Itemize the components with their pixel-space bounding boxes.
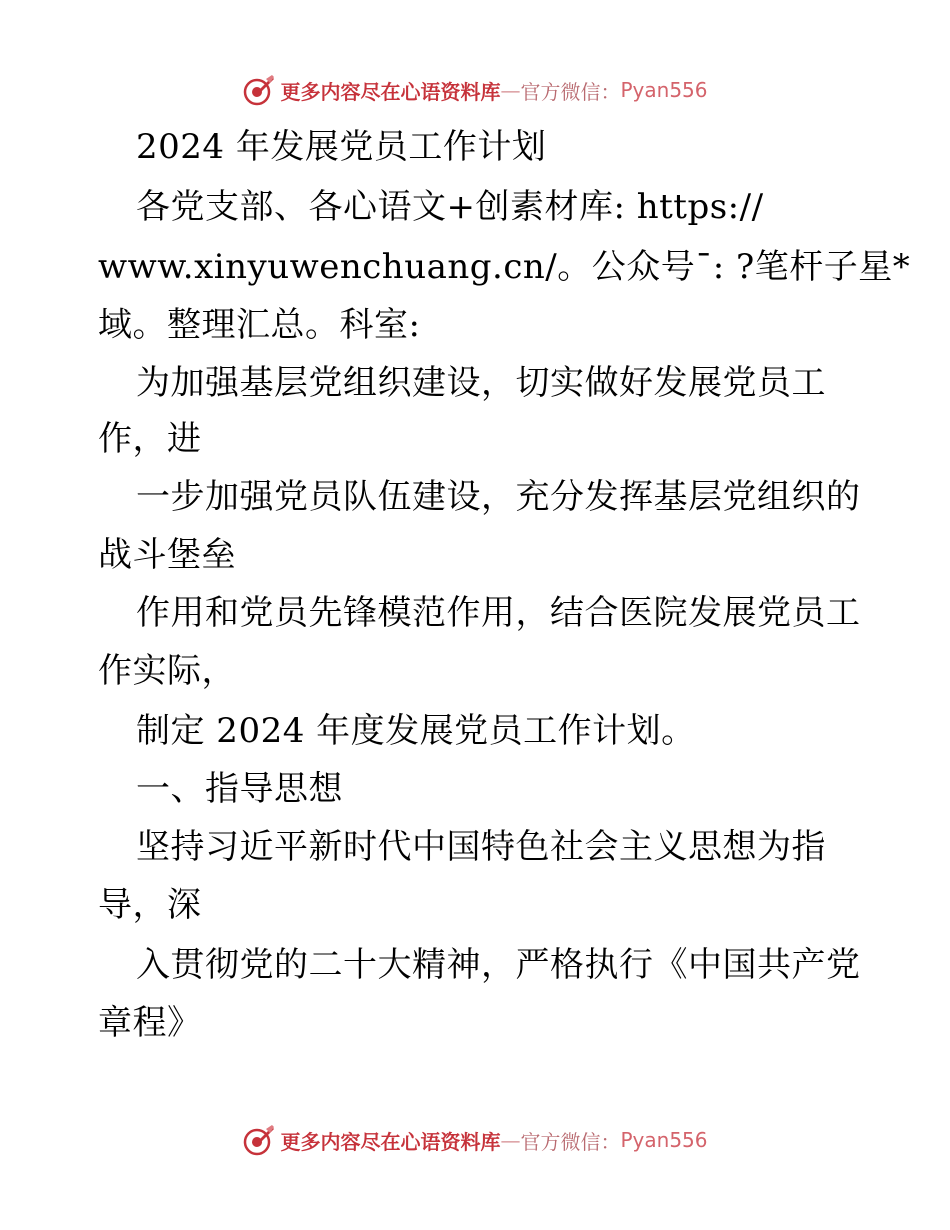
header-watermark-banner — [0, 70, 950, 110]
text-line: www.xinyuwenchuang.cn/。公众号¯: ?笔杆子星* — [98, 247, 911, 287]
text-line: 章程》 — [98, 1003, 202, 1043]
text-line: 入贯彻党的二十大精神，严格执行《中国共产党 — [136, 945, 861, 985]
text-line: 域。整理汇总。科室: — [98, 305, 421, 345]
text-line: 作用和党员先锋模范作用，结合医院发展党员工 — [136, 593, 861, 633]
text-line: 为加强基层党组织建设，切实做好发展党员工 — [136, 363, 826, 403]
text-line: 一步加强党员队伍建设，充分发挥基层党组织的 — [136, 477, 861, 517]
quill-logo-icon — [242, 73, 276, 107]
footer-watermark-banner — [0, 1120, 950, 1160]
text-line: 战斗堡垒 — [98, 535, 236, 575]
banner-label: 官方微信： — [520, 79, 621, 104]
banner-dash: — — [500, 1128, 521, 1152]
banner-id: Pyan556 — [620, 78, 708, 102]
text-line: 各党支部、各心语文+创素材库: https:// — [136, 187, 764, 227]
document-title: 2024 年发展党员工作计划 — [136, 127, 547, 167]
banner-dash: — — [500, 78, 521, 102]
text-line: 坚持习近平新时代中国特色社会主义思想为指 — [136, 827, 826, 867]
text-line: 作实际， — [98, 651, 236, 691]
quill-logo-icon — [242, 1123, 276, 1157]
banner-label: 官方微信： — [520, 1129, 621, 1154]
banner-id: Pyan556 — [620, 1128, 708, 1152]
section-heading: 一、指导思想 — [136, 769, 343, 809]
banner-main-text: 更多内容尽在心语资料库 — [280, 79, 501, 104]
banner-main-text: 更多内容尽在心语资料库 — [280, 1129, 501, 1154]
text-line: 导，深 — [98, 885, 202, 925]
text-line: 制定 2024 年度发展党员工作计划。 — [136, 711, 696, 751]
text-line: 作，进 — [98, 419, 202, 459]
